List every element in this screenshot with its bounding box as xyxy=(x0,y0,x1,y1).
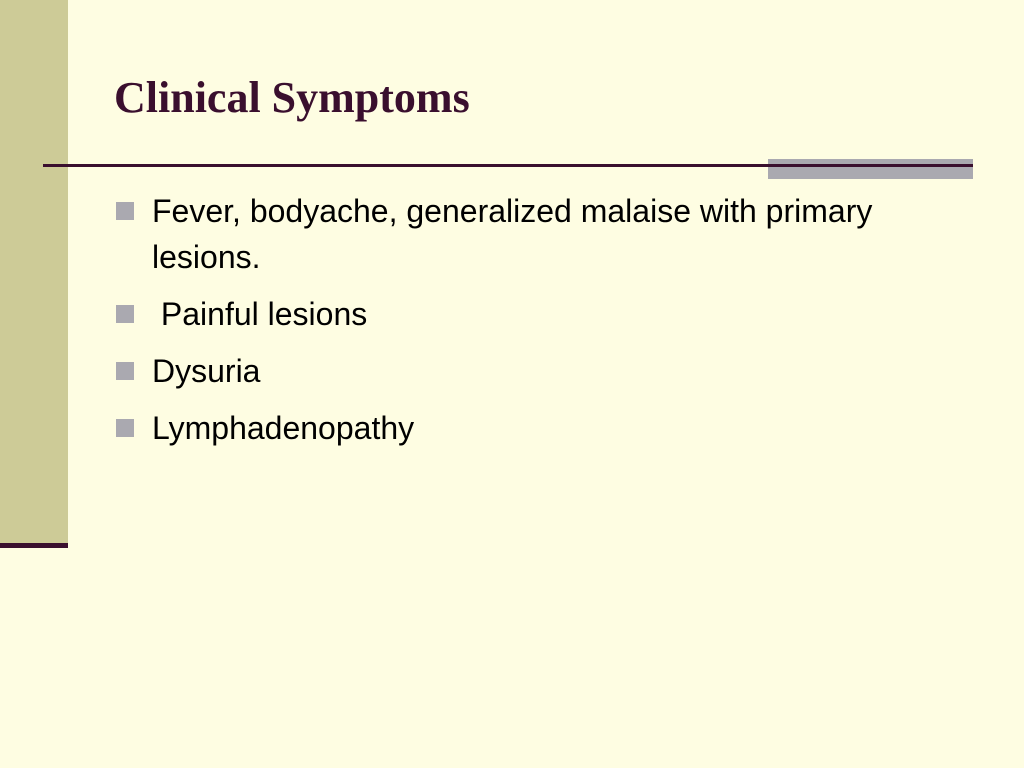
title-divider-accent xyxy=(768,159,973,179)
bullet-item xyxy=(116,188,936,280)
bullet-item xyxy=(116,291,936,337)
bullet-list xyxy=(116,188,936,462)
bullet-text: Painful lesions xyxy=(152,296,368,332)
slide-title: Clinical Symptoms xyxy=(114,73,470,122)
side-band xyxy=(0,0,68,547)
bullet-text: Lymphadenopathy xyxy=(152,410,415,446)
bullet-item xyxy=(116,405,936,451)
side-band-rule xyxy=(0,543,68,548)
square-bullet-icon xyxy=(116,419,134,437)
square-bullet-icon xyxy=(116,362,134,380)
bullet-text: Dysuria xyxy=(152,353,261,389)
square-bullet-icon xyxy=(116,305,134,323)
square-bullet-icon xyxy=(116,202,134,220)
bullet-item xyxy=(116,348,936,394)
bullet-text: Fever, bodyache, generalized malaise with primary lesions. xyxy=(152,193,873,275)
